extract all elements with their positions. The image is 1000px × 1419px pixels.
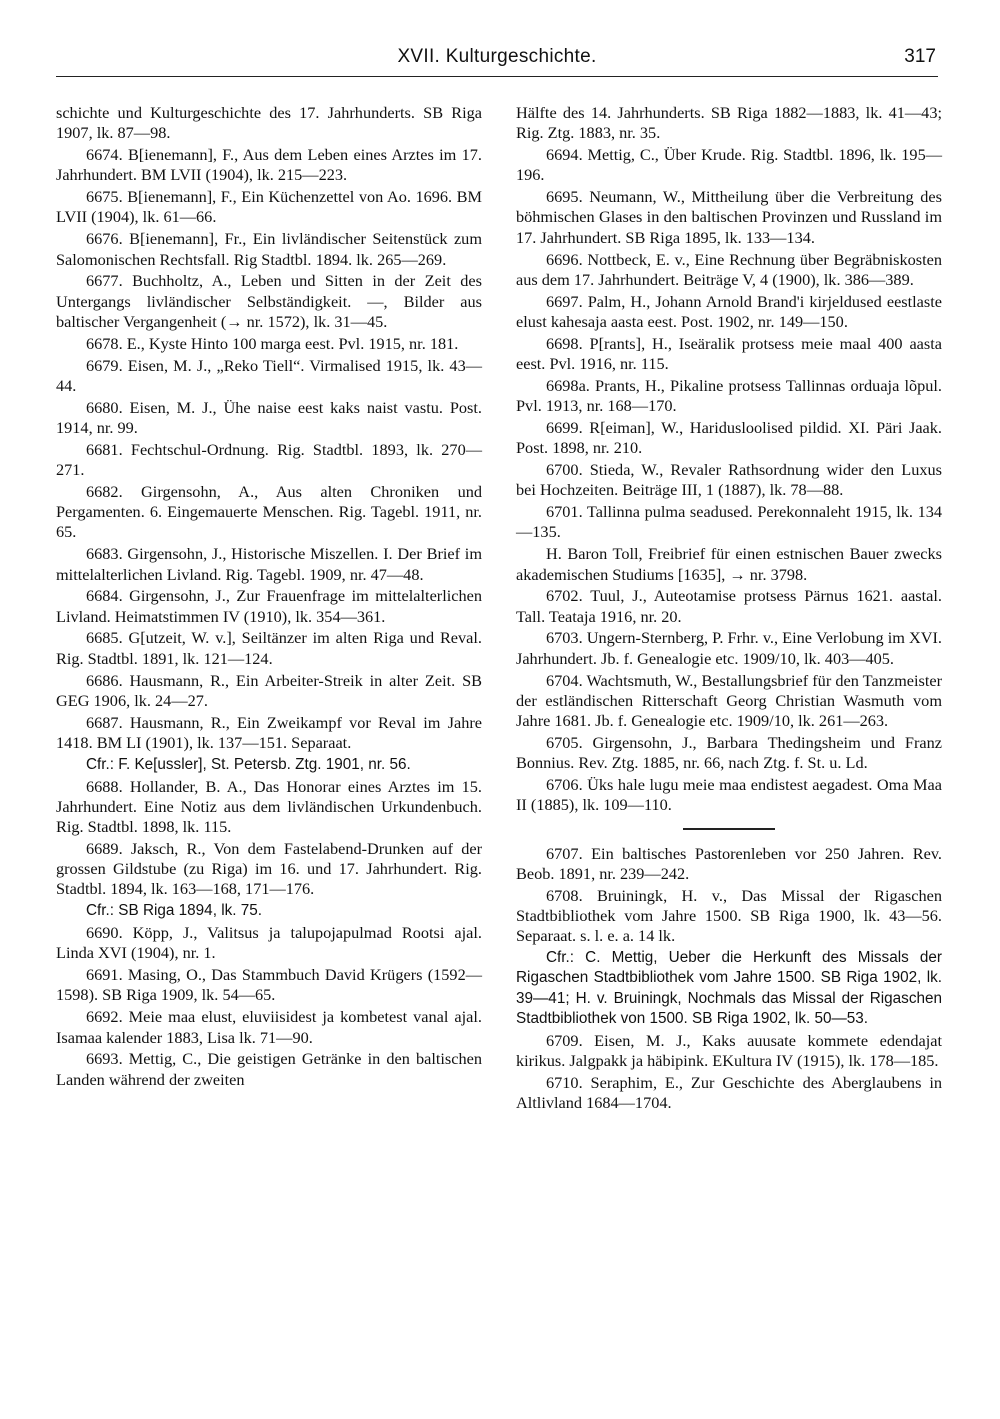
bibliography-entry: 6696. Nottbeck, E. v., Eine Rechnung über Begräbniskosten aus dem 17. Jahrhundert. Beiträge V, 4 (1900), lk. 386—389. (516, 249, 942, 289)
bibliography-entry: 6680. Eisen, M. J., Ühe naise eest kaks naist vastu. Post. 1914, nr. 99. (56, 397, 482, 437)
bibliography-entry: Hälfte des 14. Jahrhunderts. SB Riga 1882—1883, lk. 41—43; Rig. Ztg. 1883, nr. 35. (516, 103, 942, 143)
bibliography-entry: 6708. Bruiningk, H. v., Das Missal der Rigaschen Stadtbibliothek vom Jahre 1500. SB Riga 1900, lk. 43—56. Separaat. s. l. e. a. 14 lk. (516, 885, 942, 946)
bibliography-entry: 6707. Ein baltisches Pastorenleben vor 250 Jahren. Rev. Beob. 1891, nr. 239—242. (516, 843, 942, 883)
bibliography-entry: 6693. Mettig, C., Die geistigen Getränke in den baltischen Landen während der zweiten (56, 1049, 482, 1089)
bibliography-entry: 6700. Stieda, W., Revaler Rathsordnung wider den Luxus bei Hochzeiten. Beiträge III, 1 (1887), lk. 78—88. (516, 460, 942, 500)
bibliography-entry: 6698a. Prants, H., Pikaline protsess Tallinnas orduaja lõpul. Pvl. 1913, nr. 168—170. (516, 375, 942, 416)
bibliography-entry: 6682. Girgensohn, A., Aus alten Chroniken und Pergamenten. 6. Eingemauerte Menschen. Rig. Tagebl. 1911, nr. 65. (56, 481, 482, 542)
bibliography-entry: 6692. Meie maa elust, eluviisidest ja kombetest vanal ajal. Isamaa kalender 1883, Lisa lk. 71—90. (56, 1007, 482, 1047)
bibliography-entry: 6701. Tallinna pulma seadused. Perekonnaleht 1915, lk. 134—135. (516, 502, 942, 542)
bibliography-entry: 6703. Ungern-Sternberg, P. Frhr. v., Eine Verlobung im XVI. Jahrhundert. Jb. f. Genealogie etc. 1909/10, lk. 403—405. (516, 628, 942, 668)
bibliography-entry: 6709. Eisen, M. J., Kaks auusate kommete edendajat kirikus. Jalgpakk ja häbipink. EKultura IV (1915), lk. 178—185. (516, 1030, 942, 1071)
bibliography-entry: 6684. Girgensohn, J., Zur Frauenfrage im mittelalterlichen Livland. Heimatstimmen IV (1910), lk. 354—361. (56, 586, 482, 626)
bibliography-entry: 6691. Masing, O., Das Stammbuch David Krügers (1592—1598). SB Riga 1909, lk. 54—65. (56, 965, 482, 1005)
header-title: XVII. Kulturgeschichte. (397, 46, 597, 67)
right-column (516, 103, 942, 1115)
bibliography-entry: 6686. Hausmann, R., Ein Arbeiter-Streik in alter Zeit. SB GEG 1906, lk. 24—27. (56, 670, 482, 710)
bibliography-entry: 6690. Köpp, J., Valitsus ja talupojapulmad Rootsi ajal. Linda XVI (1904), nr. 1. (56, 923, 482, 963)
bibliography-entry: 6685. G[utzeit, W. v.], Seiltänzer im alten Riga und Reval. Rig. Stadtbl. 1891, lk. 121—124. (56, 628, 482, 668)
bibliography-entry: H. Baron Toll, Freibrief für einen estnischen Bauer zwecks akademischen Studiums [1635], → nr. 3798. (516, 544, 942, 584)
bibliography-entry: 6699. R[eiman], W., Haridusloolised pildid. XI. Päri Jaak. Post. 1898, nr. 210. (516, 417, 942, 458)
bibliography-entry: 6706. Üks hale lugu meie maa endistest aegadest. Oma Maa II (1885), lk. 109—110. (516, 775, 942, 815)
bibliography-entry: schichte und Kulturgeschichte des 17. Jahrhunderts. SB Riga 1907, lk. 87—98. (56, 103, 482, 143)
cross-reference: Cfr.: F. Ke[ussler], St. Petersb. Ztg. 1901, nr. 56. (86, 755, 411, 773)
cross-reference: Cfr.: C. Mettig, Ueber die Herkunft des Missals der Rigaschen Stadtbibliothek vom Jahre 1500. SB Riga 1902, lk. 39—41; H. v. Bruiningk, Nochmals das Missal der Rigaschen Stadtbibliothek von 1500. SB Riga 1902, lk. 50—53. (516, 949, 942, 1027)
bibliography-entry: 6698. P[rants], H., Iseäralik protsess meie maal 400 aasta eest. Pvl. 1916, nr. 115. (516, 333, 942, 374)
bibliography-entry: 6695. Neumann, W., Mittheilung über die Verbreitung des böhmischen Glases in den baltischen Provinzen und Russland im 17. Jahrhundert. SB Riga 1895, lk. 133—134. (516, 187, 942, 247)
bibliography-entry: 6687. Hausmann, R., Ein Zweikampf vor Reval im Jahre 1418. BM LI (1901), lk. 137—151. Separaat. (56, 712, 482, 752)
bibliography-entry: 6678. E., Kyste Hinto 100 marga eest. Pvl. 1915, nr. 181. (86, 333, 459, 353)
cross-reference: Cfr.: SB Riga 1894, lk. 75. (86, 902, 263, 920)
bibliography-entry: 6697. Palm, H., Johann Arnold Brand'i kirjeldused eestlaste elust kahesaja aasta eest. Post. 1902, nr. 149—150. (516, 291, 942, 331)
bibliography-entry: 6702. Tuul, J., Auteotamise protsess Pärnus 1621. aastal. Tall. Teataja 1916, nr. 20. (516, 586, 942, 626)
bibliography-entry: 6679. Eisen, M. J., „Reko Tiell“. Virmalised 1915, lk. 43—44. (56, 355, 482, 395)
page-number: 317 (904, 46, 936, 67)
bibliography-entry: 6704. Wachtsmuth, W., Bestallungsbrief für den Tanzmeister der estländischen Ritterschaft Georg Christian Wasmuth vom Jahre 1681. Jb. f. Genealogie etc. 1909/10, lk. 261—263. (516, 670, 942, 731)
bibliography-entry: 6683. Girgensohn, J., Historische Miszellen. I. Der Brief im mittelalterlichen Livland. Rig. Tagebl. 1909, nr. 47—48. (56, 544, 482, 584)
bibliography-entry: 6694. Mettig, C., Über Krude. Rig. Stadtbl. 1896, lk. 195—196. (516, 145, 942, 185)
bibliography-entry: 6677. Buchholtz, A., Leben und Sitten in der Zeit des Untergangs livländischer Selbständigkeit. —, Bilder aus baltischer Vergangenheit (→ nr. 1572), lk. 31—45. (56, 271, 482, 331)
bibliography-entry: 6689. Jaksch, R., Von dem Fastelabend-Drunken auf der grossen Gildstube (zu Riga) im 16. und 17. Jahrhundert. Rig. Stadtbl. 1894, lk. 163—168, 171—176. (56, 838, 482, 899)
running-header (56, 44, 938, 77)
bibliography-entry: 6674. B[ienemann], F., Aus dem Leben eines Arztes im 17. Jahrhundert. BM LVII (1904), lk. 215—223. (56, 145, 482, 185)
bibliography-entry: 6675. B[ienemann], F., Ein Küchenzettel von Ao. 1696. BM LVII (1904), lk. 61—66. (56, 187, 482, 227)
left-column (56, 103, 482, 1091)
bibliography-entry: 6681. Fechtschul-Ordnung. Rig. Stadtbl. 1893, lk. 270—271. (56, 439, 482, 480)
bibliography-entry: 6705. Girgensohn, J., Barbara Thedingsheim und Franz Bonnius. Rev. Ztg. 1885, nr. 66, nach Ztg. f. St. u. Ld. (516, 732, 942, 773)
section-rule (683, 828, 775, 830)
bibliography-entry: 6688. Hollander, B. A., Das Honorar eines Arztes im 15. Jahrhundert. Eine Notiz aus dem livländischen Urkundenbuch. Rig. Stadtbl. 1898, lk. 115. (56, 776, 482, 837)
bibliography-entry: 6676. B[ienemann], Fr., Ein livländischer Seitenstück zum Salomonischen Rechtsfall. Rig Stadtbl. 1894. lk. 265—269. (56, 229, 482, 269)
bibliography-entry: 6710. Seraphim, E., Zur Geschichte des Aberglaubens in Altlivland 1684—1704. (516, 1072, 942, 1113)
